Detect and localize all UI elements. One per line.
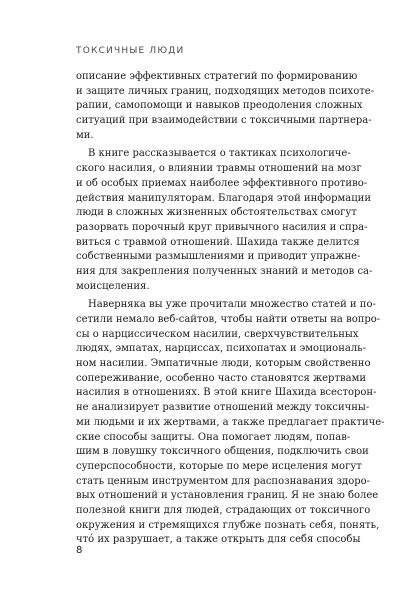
text-line: ситуаций при взаимодействии с токсичными партнера- — [76, 115, 372, 127]
paragraph-3 — [76, 298, 385, 548]
text-line: сетили немало веб-сайтов, чтобы найти ответы на вопро- — [76, 314, 381, 325]
text-line: ния для закрепления полученных знаний и методов са- — [76, 265, 373, 277]
paragraph-1 — [76, 70, 375, 143]
text-line: В книге рассказывается о тактиках психологиче- — [88, 148, 351, 160]
body-text — [76, 70, 385, 548]
text-line: разорвать порочный круг привычного насилия и спра- — [76, 221, 368, 233]
text-line: людях, эмпатах, нарциссах, психопатах и эмоциональ- — [76, 343, 366, 355]
page-number: 8 — [76, 545, 83, 556]
text-line: и об особых приемах наиболее эффективного противо- — [76, 177, 368, 189]
text-line: собственными размышлениями и приводит упражне- — [76, 251, 361, 263]
text-line: не анализирует развитие отношений между токсичны- — [76, 402, 370, 414]
text-line: окружения и стремящихся глубже познать себя, понять, — [76, 519, 380, 531]
running-header-title: ТОКСИЧНЫЕ ЛЮДИ — [76, 46, 185, 56]
text-line: сопереживание, особенно часто становятся жертвами — [76, 372, 367, 384]
text-line: ми. — [76, 129, 94, 141]
paragraph-2 — [76, 147, 373, 294]
text-line: насилия в отношениях. В этой книге Шахида всесторон- — [76, 387, 377, 399]
text-line: вых отношений и установления границ. Я не знаю более — [76, 490, 379, 502]
text-line: Наверняка вы уже прочитали множество статей и по- — [88, 299, 376, 311]
text-line: люди в сложных жизненных обстоятельствах смогут — [76, 207, 357, 219]
text-line: виться с травмой отношений. Шахида также делится — [76, 236, 360, 248]
text-line: описание эффективных стратегий по формированию — [76, 71, 358, 82]
text-line: рапии, самопомощи и навыков преодоления сложных — [76, 100, 363, 112]
text-line: ского насилия, о влиянии травмы отношений на мозг — [76, 163, 362, 175]
text-line: моисцеления. — [76, 280, 150, 292]
text-line: сы о нарциссическом насилии, сверхчувствительных — [76, 328, 359, 340]
text-line: ские способы защиты. Она помогает людям, попав- — [76, 431, 351, 443]
text-line: полезной книги для людей, страдающих от токсичного — [76, 504, 371, 516]
text-line: действия манипуляторам. Благодаря этой информации — [76, 192, 371, 204]
text-line: ном насилии. Эмпатичные люди, которым свойственно — [76, 358, 371, 370]
text-line: что́ их разрушает, а также открыть для себя способы — [76, 534, 361, 546]
text-line: стать ценным инструментом для распознавания здоро- — [76, 475, 371, 487]
text-line: суперспособности, которые по мере исцеления могут — [76, 460, 362, 472]
text-line: и защите личных границ, подходящих методов психоте- — [76, 85, 375, 97]
text-line: шим в ловушку токсичного общения, подключить свои — [76, 446, 369, 458]
text-line: ми людьми и их жертвами, а также предлагает практиче- — [76, 416, 385, 428]
